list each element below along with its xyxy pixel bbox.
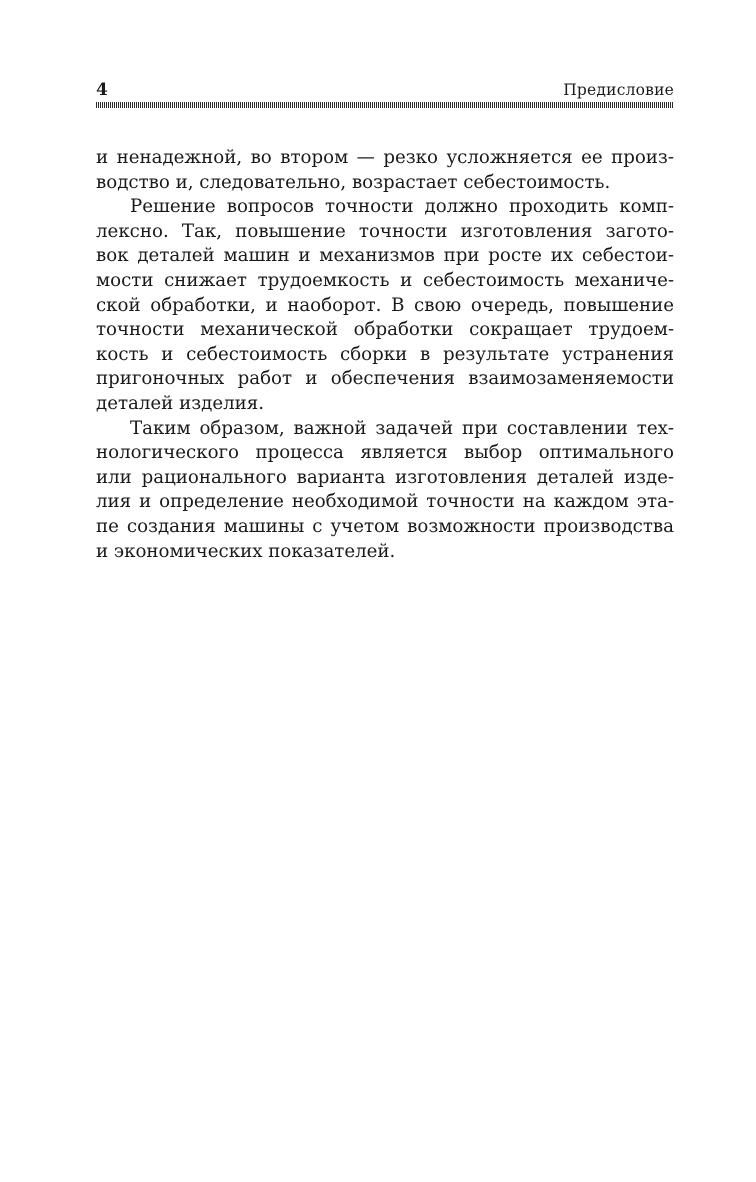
text-line: пригоночных работ и обеспечения взаимозаменяемости (96, 368, 674, 390)
text-line: Решение вопросов точности должно проходить комп- (130, 196, 674, 218)
paragraph-2 (96, 195, 674, 416)
header-rule (96, 102, 674, 108)
text-line: мости снижает трудоемкость и себестоимость механиче- (96, 269, 674, 291)
text-line: точности механической обработки сокращает трудоем- (96, 319, 674, 341)
text-line: кость и себестоимость сборки в результате устранения (96, 343, 674, 365)
running-header (96, 78, 674, 104)
text-line: или рационального варианта изготовления деталей изде- (96, 466, 674, 488)
text-line: нологического процесса является выбор оптимального (96, 442, 674, 464)
text-line: ской обработки, и наоборот. В свою очередь, повышение (96, 294, 674, 316)
text-line: и ненадежной, во втором — резко усложняется ее произ- (96, 147, 674, 168)
body-text (96, 146, 674, 564)
paragraph-1 (96, 146, 674, 195)
text-line: лия и определение необходимой точности на каждом эта- (96, 491, 674, 513)
text-line: лексно. Так, повышение точности изготовления загото- (96, 220, 674, 242)
text-line: пе создания машины с учетом возможности производства (96, 515, 674, 537)
text-line: водство и, следовательно, возрастает себестоимость. (96, 171, 611, 193)
text-line: Таким образом, важной задачей при составлении тех- (130, 417, 674, 439)
text-line: и экономических показателей. (96, 540, 396, 562)
text-line: вок деталей машин и механизмов при росте их себестои- (96, 245, 674, 267)
section-title: Предисловие (563, 81, 674, 99)
page-number: 4 (96, 80, 108, 100)
text-line: деталей изделия. (96, 392, 265, 414)
paragraph-3 (96, 417, 674, 565)
